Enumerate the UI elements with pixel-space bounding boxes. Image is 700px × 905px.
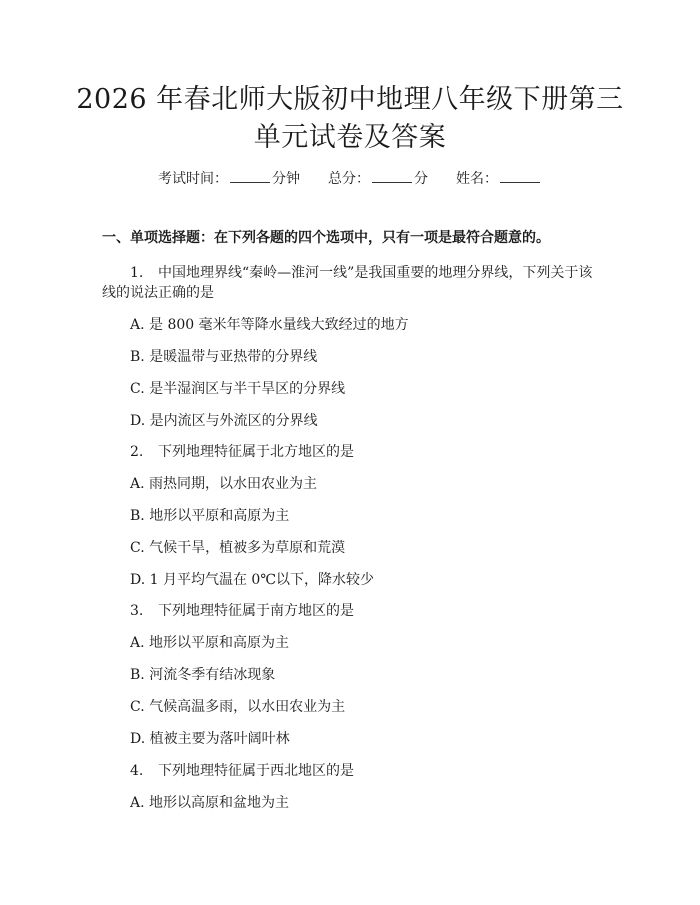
question-number: 2. <box>130 444 144 460</box>
question-stem-text: 下列地理特征属于南方地区的是 <box>158 603 354 619</box>
question-2-option-a: A. 雨热同期，以水田农业为主 <box>130 476 318 492</box>
question-1-option-c: C. 是半湿润区与半干旱区的分界线 <box>130 381 346 397</box>
exam-meta <box>0 168 700 189</box>
document-title-line-1: 2026 年春北师大版初中地理八年级下册第三 <box>76 84 624 115</box>
time-label: 考试时间： <box>158 171 228 187</box>
question-1-option-d: D. 是内流区与外流区的分界线 <box>130 413 318 429</box>
question-2-option-d: D. 1 月平均气温在 0℃以下，降水较少 <box>130 572 375 588</box>
score-blank <box>372 168 412 183</box>
question-4-option-a: A. 地形以高原和盆地为主 <box>130 795 290 811</box>
name-blank <box>500 168 540 183</box>
question-3-option-b: B. 河流冬季有结冰现象 <box>130 667 276 683</box>
score-unit: 分 <box>414 171 428 187</box>
question-2-option-b: B. 地形以平原和高原为主 <box>130 508 290 524</box>
document-title-line-2: 单元试卷及答案 <box>253 122 447 153</box>
question-number: 4. <box>130 763 144 779</box>
question-2-option-c: C. 气候干旱，植被多为草原和荒漠 <box>130 540 346 556</box>
score-label: 总分： <box>328 171 370 187</box>
question-number: 3. <box>130 603 144 619</box>
question-3-option-a: A. 地形以平原和高原为主 <box>130 635 290 651</box>
question-4-stem <box>130 761 354 781</box>
question-3-option-c: C. 气候高温多雨，以水田农业为主 <box>130 699 346 715</box>
question-stem-text: 中国地理界线“秦岭—淮河一线”是我国重要的地理分界线，下列关于该 <box>158 265 593 281</box>
question-3-option-d: D. 植被主要为落叶阔叶林 <box>130 731 290 747</box>
name-label: 姓名： <box>456 171 498 187</box>
question-1-option-b: B. 是暖温带与亚热带的分界线 <box>130 349 318 365</box>
question-1-stem-continued: 线的说法正确的是 <box>102 285 214 301</box>
section-title: 一、单项选择题：在下列各题的四个选项中，只有一项是最符合题意的。 <box>102 230 550 246</box>
question-1-stem <box>130 263 592 283</box>
question-stem-text: 下列地理特征属于西北地区的是 <box>158 763 354 779</box>
question-1-option-a: A. 是 800 毫米年等降水量线大致经过的地方 <box>130 317 409 333</box>
question-stem-text: 下列地理特征属于北方地区的是 <box>158 444 354 460</box>
time-unit: 分钟 <box>272 171 300 187</box>
question-number: 1. <box>130 265 144 281</box>
question-3-stem <box>130 601 354 621</box>
question-2-stem <box>130 442 354 462</box>
time-blank <box>230 168 270 183</box>
